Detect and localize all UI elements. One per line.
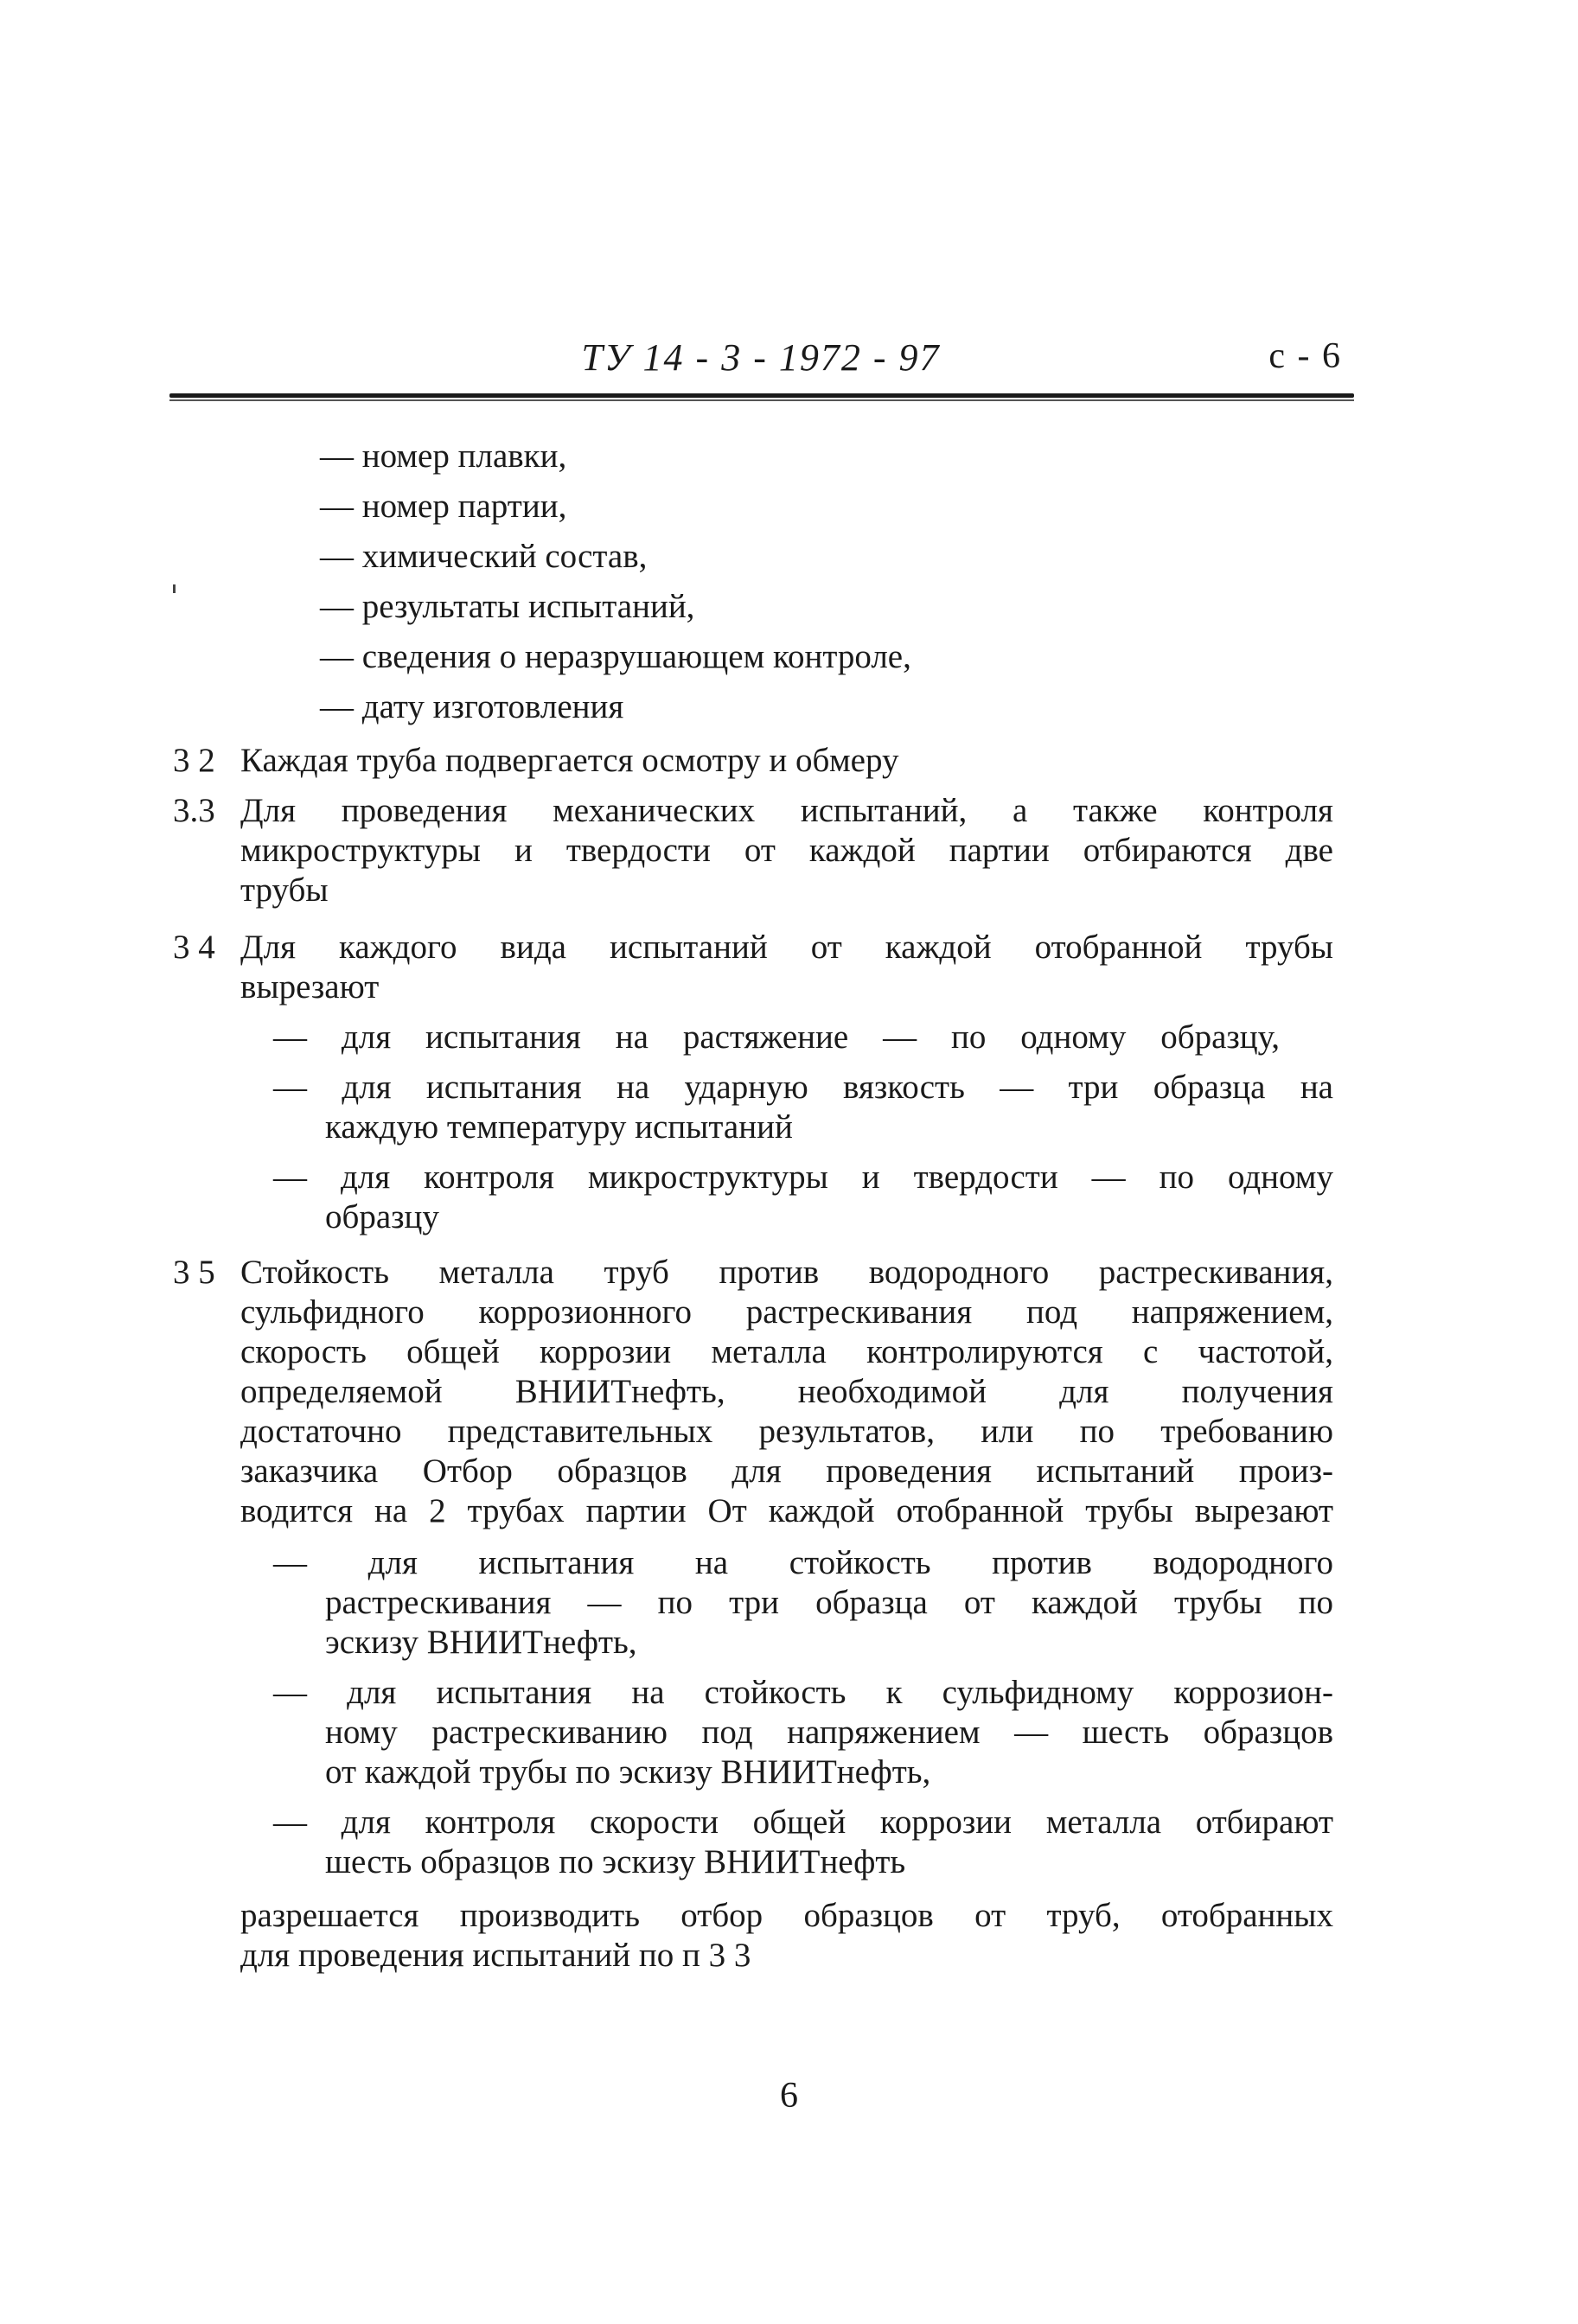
sub-item-line: растрескивания — по три образца от каждой трубы по: [325, 1584, 1333, 1621]
clause-text-line: заказчика Отбор образцов для проведения испытаний произ-: [240, 1452, 1333, 1490]
clause-text-line: скорость общей коррозии металла контролируются с частотой,: [240, 1333, 1333, 1370]
clause-number: 3 5: [173, 1254, 215, 1291]
list-item: — дату изготовления: [320, 688, 624, 725]
sub-item-line: ному растрескиванию под напряжением — шесть образцов: [325, 1714, 1333, 1751]
list-item: — номер плавки,: [320, 437, 567, 475]
sub-item-line: — для испытания на стойкость к сульфидному коррозион-: [273, 1674, 1333, 1711]
clause-text-line: сульфидного коррозионного растрескивания под напряжением,: [240, 1293, 1333, 1331]
sub-item-line: — для испытания на растяжение — по одному образцу,: [273, 1018, 1280, 1056]
clause-text-line: микроструктуры и твердости от каждой партии отбираются две: [240, 832, 1333, 869]
clause-text-line: Стойкость металла труб против водородного растрескивания,: [240, 1254, 1333, 1291]
clause-text-line: водится на 2 трубах партии От каждой отобранной трубы вырезают: [240, 1492, 1333, 1529]
clause-number: 3.3: [173, 792, 215, 829]
clause-text-line: вырезают: [240, 968, 380, 1006]
clause-number: 3 4: [173, 929, 215, 966]
document-code: ТУ 14 - 3 - 1972 - 97: [581, 336, 941, 379]
list-item: — номер партии,: [320, 488, 567, 525]
sub-item-line: — для контроля микроструктуры и твердости — по одному: [273, 1159, 1333, 1196]
page-number: 6: [780, 2076, 798, 2116]
list-item: — результаты испытаний,: [320, 588, 695, 625]
sub-item-line: эскизу ВНИИТнефть,: [325, 1624, 637, 1661]
list-item: — сведения о неразрушающем контроле,: [320, 638, 911, 675]
header-rule: [169, 393, 1354, 398]
sub-item-line: каждую температуру испытаний: [325, 1108, 793, 1146]
closing-line: разрешается производить отбор образцов от труб, отобранных: [240, 1897, 1333, 1934]
clause-text-line: достаточно представительных результатов, или по требованию: [240, 1413, 1333, 1450]
clause-text-line: Для проведения механических испытаний, а также контроля: [240, 792, 1333, 829]
sub-item-line: от каждой трубы по эскизу ВНИИТнефть,: [325, 1753, 931, 1791]
sub-item-line: шесть образцов по эскизу ВНИИТнефть: [325, 1843, 906, 1880]
closing-line: для проведения испытаний по п 3 3: [240, 1937, 751, 1974]
header-rule-thin: [169, 399, 1354, 401]
clause-text: Каждая труба подвергается осмотру и обмеру: [240, 742, 899, 779]
clause-text-line: определяемой ВНИИТнефть, необходимой для получения: [240, 1373, 1333, 1410]
clause-text-line: Для каждого вида испытаний от каждой отобранной трубы: [240, 929, 1333, 966]
sub-item-line: — для испытания на стойкость против водородного: [273, 1544, 1333, 1581]
sub-item-line: — для испытания на ударную вязкость — три образца на: [273, 1069, 1333, 1106]
page-label: с - 6: [1268, 336, 1342, 376]
sub-item-line: образцу: [325, 1198, 439, 1235]
page-header: [169, 335, 1352, 379]
scan-speck: [173, 584, 176, 593]
sub-item-line: — для контроля скорости общей коррозии металла отбирают: [273, 1804, 1333, 1841]
clause-text-line: трубы: [240, 872, 329, 909]
clause-number: 3 2: [173, 742, 215, 779]
list-item: — химический состав,: [320, 538, 648, 575]
